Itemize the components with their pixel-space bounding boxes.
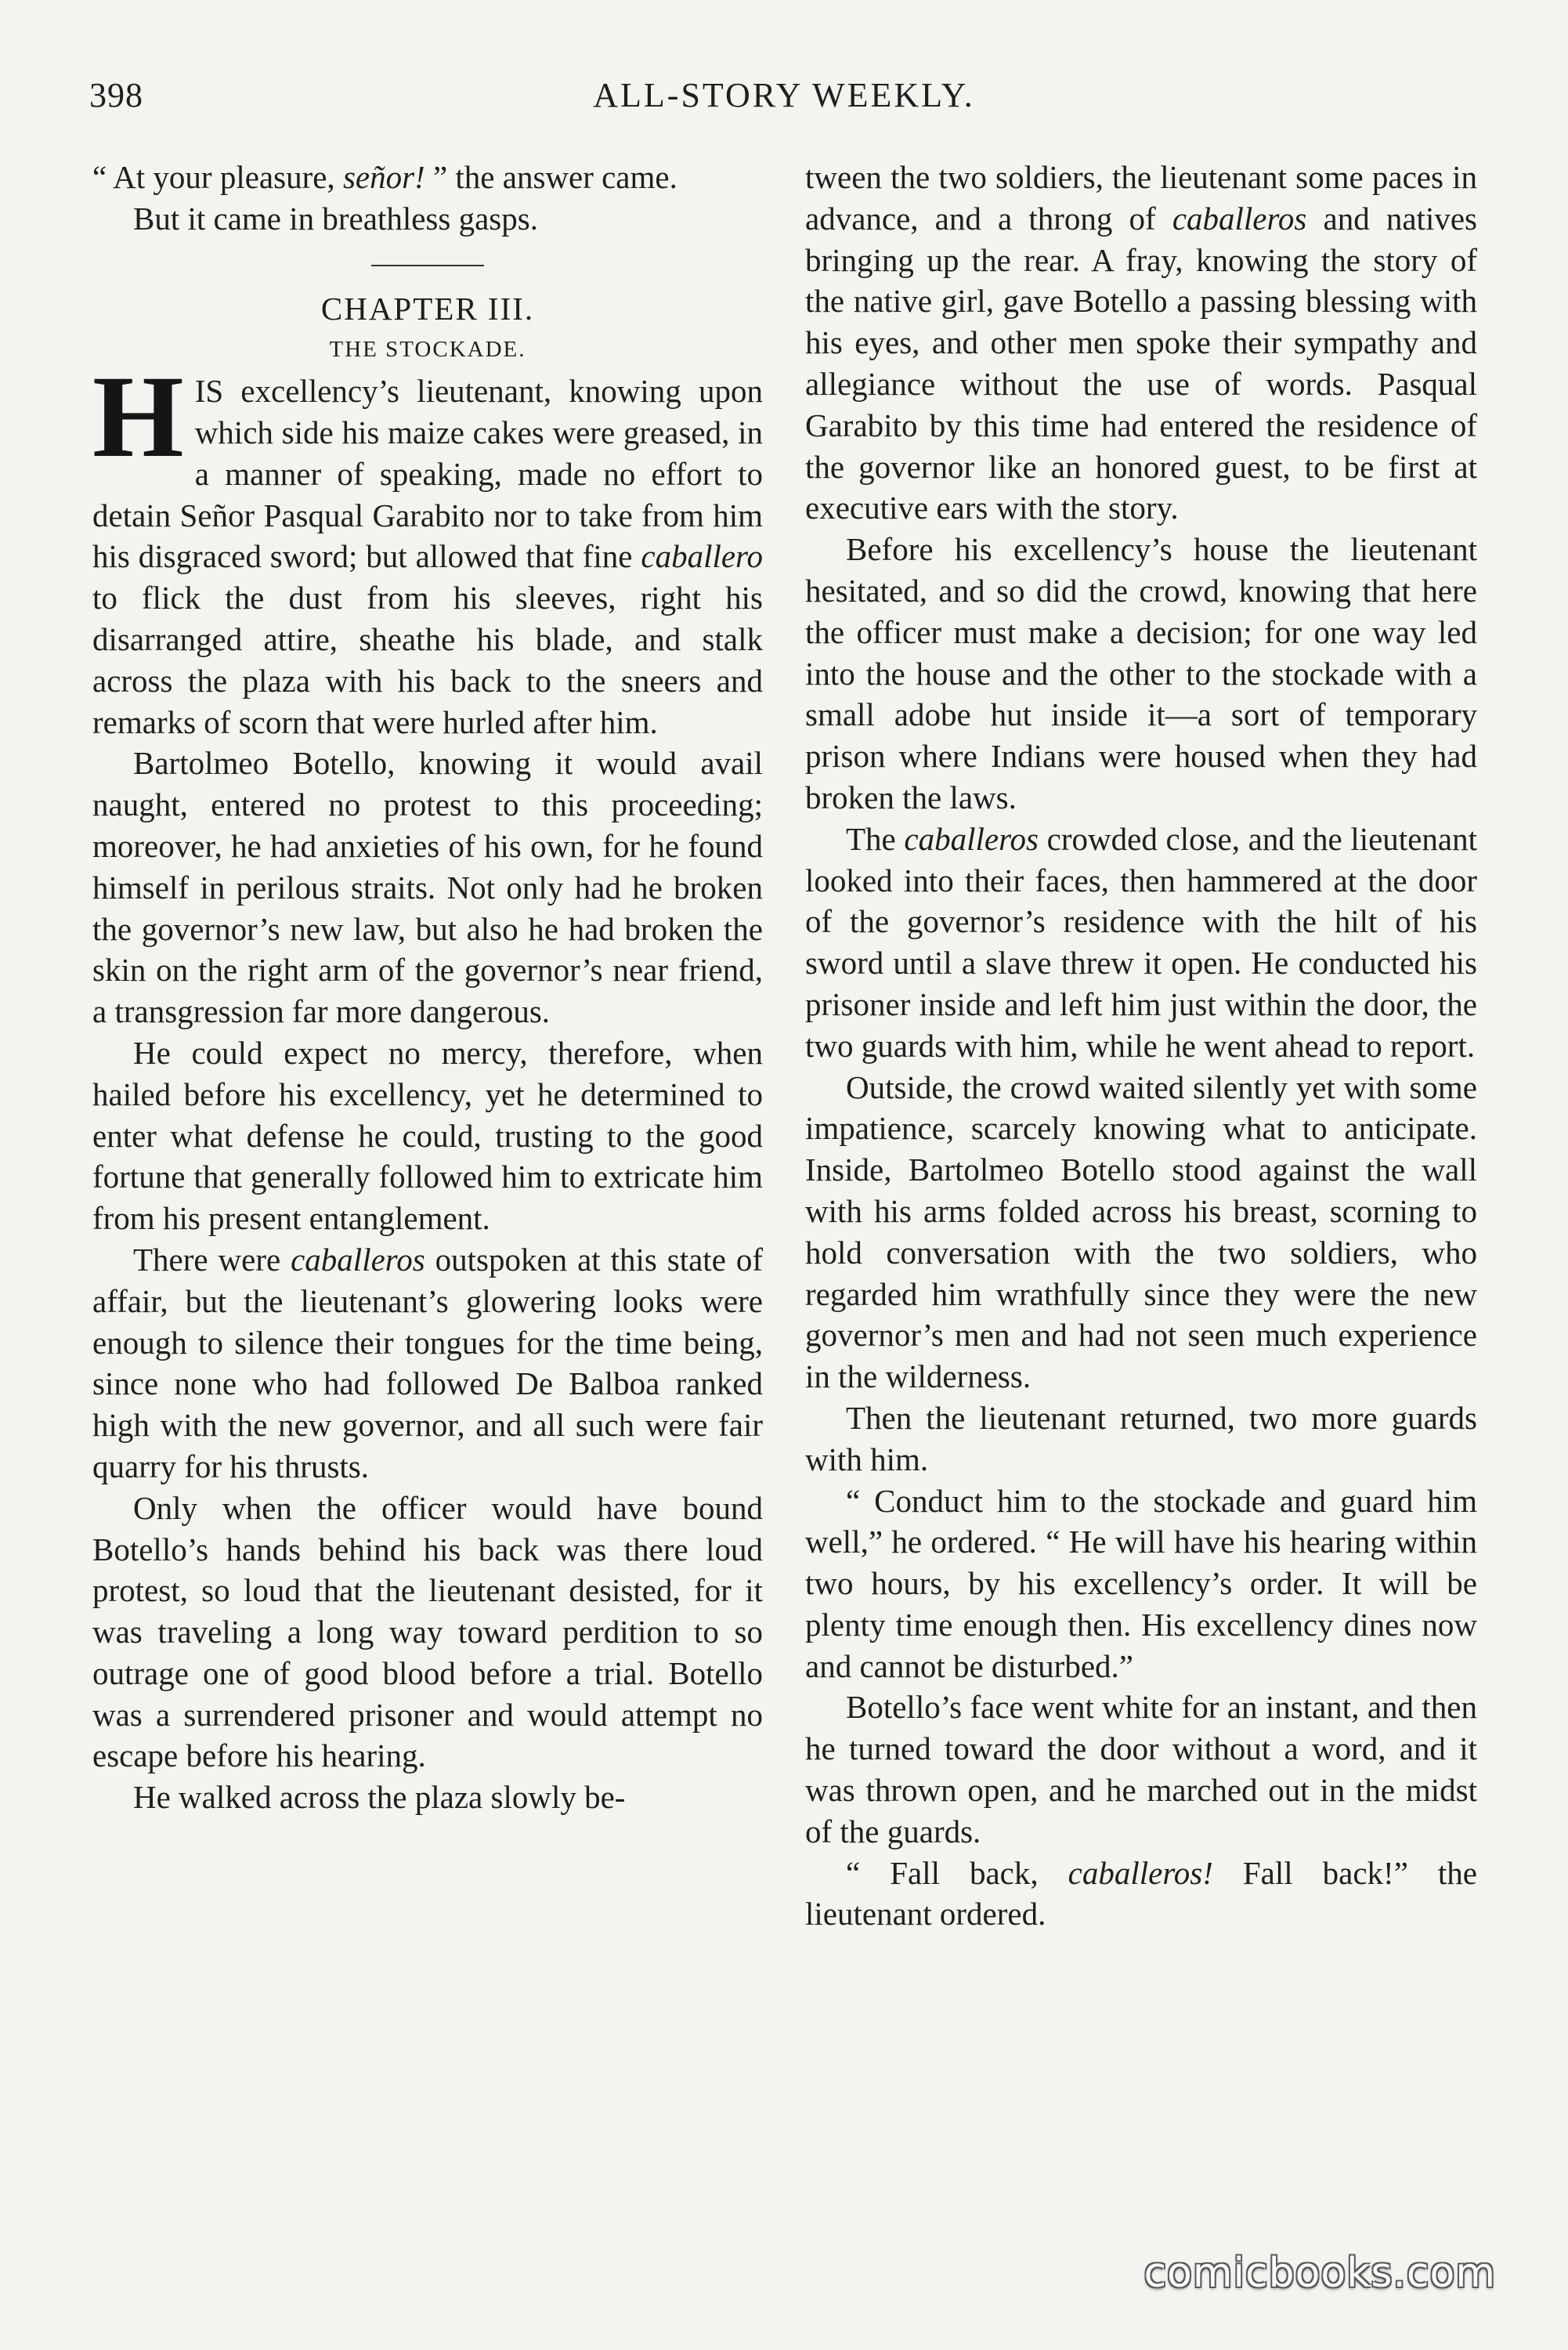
paragraph: He could expect no mercy, therefore, when hailed before his excellency, yet he determined to enter what defense he could, trusting to the good fortune that generally followed him to extricate him from his present entanglement. bbox=[92, 1034, 763, 1237]
paragraph bbox=[805, 157, 1477, 529]
text-run: “ At your pleasure, bbox=[92, 159, 343, 195]
paragraph-dropcap bbox=[92, 352, 763, 743]
paragraph: He walked across the plaza slowly be- bbox=[133, 1779, 626, 1816]
text-run: ” the answer came. bbox=[425, 159, 677, 195]
text-run: and natives bringing up the rear. A fray, knowing the story of the native girl, gave Botello a passing blessing with his eyes, and other men spoke their sympathy and allegiance without the use of words. Pasqual Garabito by this time had entered the residence of the governor like an honored guest, to be first at executive ears with the story. bbox=[805, 200, 1477, 526]
paragraph: Then the lieutenant returned, two more guards with him. bbox=[805, 1399, 1477, 1477]
text-run: There were bbox=[133, 1241, 291, 1278]
italic-text: señor! bbox=[342, 159, 425, 195]
italic-text: caballero bbox=[641, 538, 763, 575]
italic-text: caballeros bbox=[904, 820, 1039, 857]
text-run: to flick the dust from his sleeves, right his disarranged attire, sheathe his blade, and stalk across the plaza with his back to the sneers and remarks of scorn that were hurled after him. bbox=[92, 580, 763, 740]
paragraph bbox=[92, 1239, 763, 1488]
text-run: “ Fall back, bbox=[846, 1854, 1068, 1891]
paragraph: Only when the officer would have bound Botello’s hands behind his back was there loud protest, so loud that the lieutenant desisted, for it was traveling a long way toward perdition to so outrage one of good blood before a trial. Botello was a surrendered prisoner and would attempt no escape before his hearing. bbox=[92, 1489, 763, 1774]
right-column bbox=[805, 157, 1477, 1935]
paragraph: But it came in breathless gasps. bbox=[133, 200, 538, 237]
chapter-subtitle: THE STOCKADE. bbox=[329, 337, 526, 363]
paragraph bbox=[805, 819, 1477, 1067]
watermark-logo: comicbooks.com bbox=[1143, 2250, 1496, 2297]
running-head: ALL-STORY WEEKLY. bbox=[593, 76, 975, 114]
paragraph bbox=[92, 157, 763, 198]
italic-text: caballeros bbox=[1172, 200, 1307, 237]
section-divider bbox=[371, 265, 484, 266]
drop-cap: H bbox=[92, 352, 184, 483]
chapter-title: CHAPTER III. bbox=[320, 290, 535, 327]
text-run: The bbox=[846, 820, 905, 857]
left-column bbox=[92, 157, 763, 1818]
paragraph: Botello’s face went white for an instant, and then he turned toward the door without a word, and it was thrown open, and he marched out in the midst of the guards. bbox=[805, 1689, 1477, 1849]
italic-text: caballeros! bbox=[1068, 1854, 1213, 1891]
paragraph bbox=[805, 1853, 1477, 1936]
text-run: tween the two soldiers, the lieutenant some paces in advance, and a throng of bbox=[805, 159, 1477, 237]
paragraph: Before his excellency’s house the lieutenant hesitated, and so did the crowd, knowing that here the officer must make a decision; for one way led into the house and the other to the stockade with a small adobe hut inside it—a sort of temporary prison where Indians were housed when they had broken the laws. bbox=[805, 531, 1477, 815]
italic-text: caballeros bbox=[291, 1241, 425, 1278]
page-number: 398 bbox=[89, 76, 143, 114]
text-run: IS excellency’s lieutenant, knowing upon which side his maize cakes were greased, in a manner of speaking, made no effort to detain Señor Pasqual Garabito nor to take from him his disgraced sword; but allowed that fine bbox=[92, 373, 763, 575]
text-run: crowded close, and the lieutenant looked into their faces, then hammered at the door of the governor’s residence with the hilt of his sword until a slave threw it open. He conducted his prisoner inside and left him just within the door, the two guards with him, while he went ahead to report. bbox=[805, 820, 1477, 1064]
paragraph: “ Conduct him to the stockade and guard him well,” he ordered. “ He will have his hearing within two hours, by his excellency’s order. It will be plenty time enough then. His excellency dines now and cannot be disturbed.” bbox=[805, 1482, 1477, 1684]
paragraph: Bartolmeo Botello, knowing it would avail naught, entered no protest to this proceeding; moreover, he had anxieties of his own, for he found himself in perilous straits. Not only had he broken the governor’s new law, but also he had broken the skin on the right arm of the governor’s near friend, a transgression far more dangerous. bbox=[92, 745, 763, 1030]
text-run: Fall back!” the lieutenant ordered. bbox=[805, 1854, 1477, 1932]
paragraph: Outside, the crowd waited silently yet with some impatience, scarcely knowing what to anticipate. Inside, Bartolmeo Botello stood against the wall with his arms folded across his breast, scorning to hold conversation with the two soldiers, who regarded him wrathfully since they were the new governor’s men and had not seen much experience in the wilderness. bbox=[805, 1068, 1477, 1395]
text-run: outspoken at this state of affair, but the lieutenant’s glowering looks were enough to silence their tongues for the time being, since none who had followed De Balboa ranked high with the new governor, and all such were fair quarry for his thrusts. bbox=[92, 1241, 763, 1484]
